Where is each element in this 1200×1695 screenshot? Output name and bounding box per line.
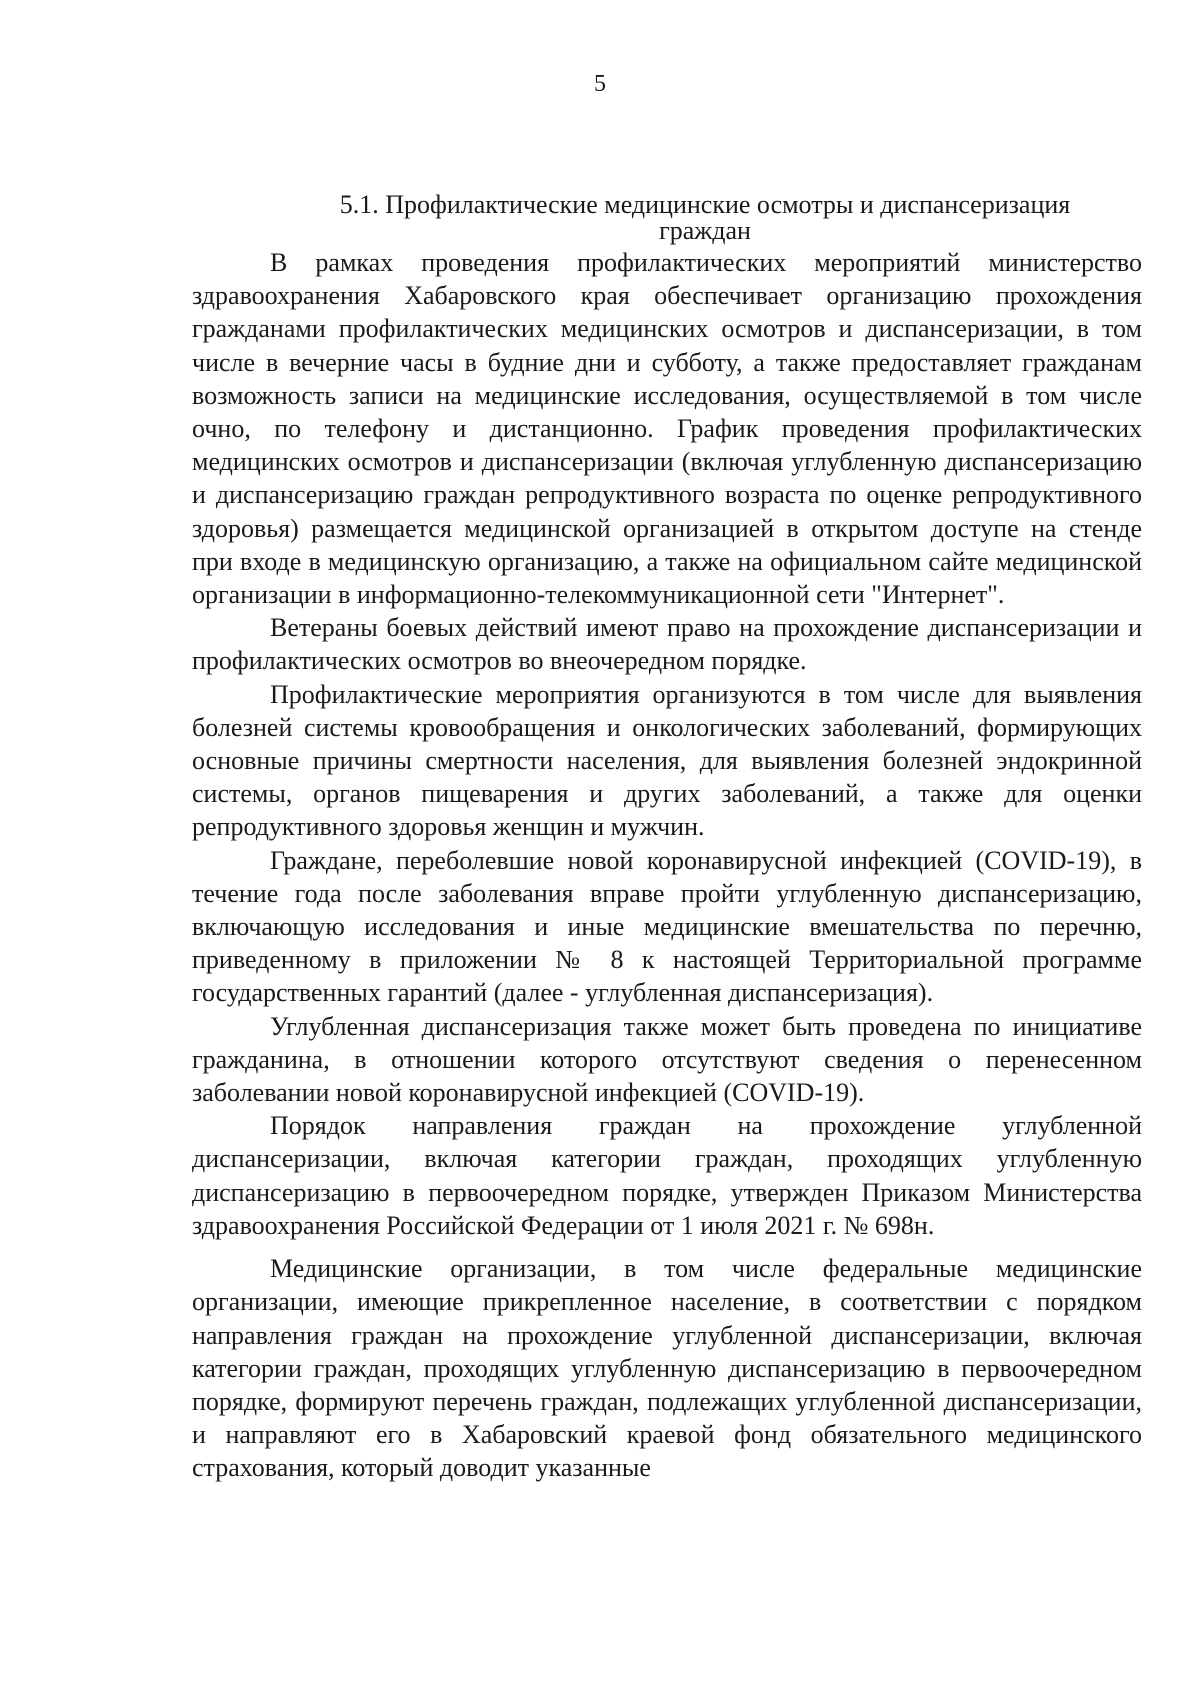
paragraph-preventive-measures-purpose: Профилактические мероприятия организуются в том числе для выявления болезней системы кровообращения и онкологических заболеваний, формирующих основные причины смертности населения, для выявления болезней эндокринной системы, органов пищеварения и других заболеваний, а также для оценки репродуктивного здоровья женщин и мужчин. <box>192 679 1142 842</box>
document-body <box>192 246 1142 1485</box>
paragraph-covid-recovered-citizens: Граждане, переболевшие новой коронавирусной инфекцией (COVID-19), в течение года после заболевания вправе пройти углубленную диспансеризацию, включающую исследования и иные медицинские вмешательства по перечню, приведенному в приложении № 8 к настоящей Территориальной программе государственных гарантий (далее - углубленная диспансеризация). <box>192 845 1142 1008</box>
paragraph-citizen-initiative: Углубленная диспансеризация также может быть проведена по инициативе гражданина, в отношении которого отсутствуют сведения о перенесенном заболевании новой коронавирусной инфекцией (COVID-19). <box>192 1011 1142 1108</box>
page-number: 5 <box>594 71 606 97</box>
section-heading-line-1: 5.1. Профилактические медицинские осмотры и диспансеризация <box>339 190 1071 219</box>
section-heading <box>255 192 1155 244</box>
section-heading-line-2: граждан <box>659 216 751 245</box>
paragraph-preventive-measures-organization: В рамках проведения профилактических мероприятий министерство здравоохранения Хабаровского края обеспечивает организацию прохождения гражданами профилактических медицинских осмотров и диспансеризации, в том числе в вечерние часы в будние дни и субботу, а также предоставляет гражданам возможность записи на медицинские исследования, осуществляемой в том числе очно, по телефону и дистанционно. График проведения профилактических медицинских осмотров и диспансеризации (включая углубленную диспансеризацию и диспансеризацию граждан репродуктивного возраста по оценке репродуктивного здоровья) размещается медицинской организацией в открытом доступе на стенде при входе в медицинскую организацию, а также на официальном сайте медицинской организации в информационно-телекоммуникационной сети "Интернет". <box>192 248 1142 610</box>
paragraph-referral-procedure: Порядок направления граждан на прохождение углубленной диспансеризации, включая категории граждан, проходящих углубленную диспансеризацию в первоочередном порядке, утвержден Приказом Министерства здравоохранения Российской Федерации от 1 июля 2021 г. № 698н. <box>192 1111 1142 1240</box>
paragraph-combat-veterans: Ветераны боевых действий имеют право на прохождение диспансеризации и профилактических осмотров во внеочередном порядке. <box>192 613 1142 676</box>
paragraph-medical-organizations: Медицинские организации, в том числе федеральные медицинские организации, имеющие прикрепленное население, в соответствии с порядком направления граждан на прохождение углубленной диспансеризации, включая категории граждан, проходящих углубленную диспансеризацию в первоочередном порядке, формируют перечень граждан, подлежащих углубленной диспансеризации, и направляют его в Хабаровский краевой фонд обязательного медицинского страхования, который доводит указанные <box>192 1254 1142 1483</box>
